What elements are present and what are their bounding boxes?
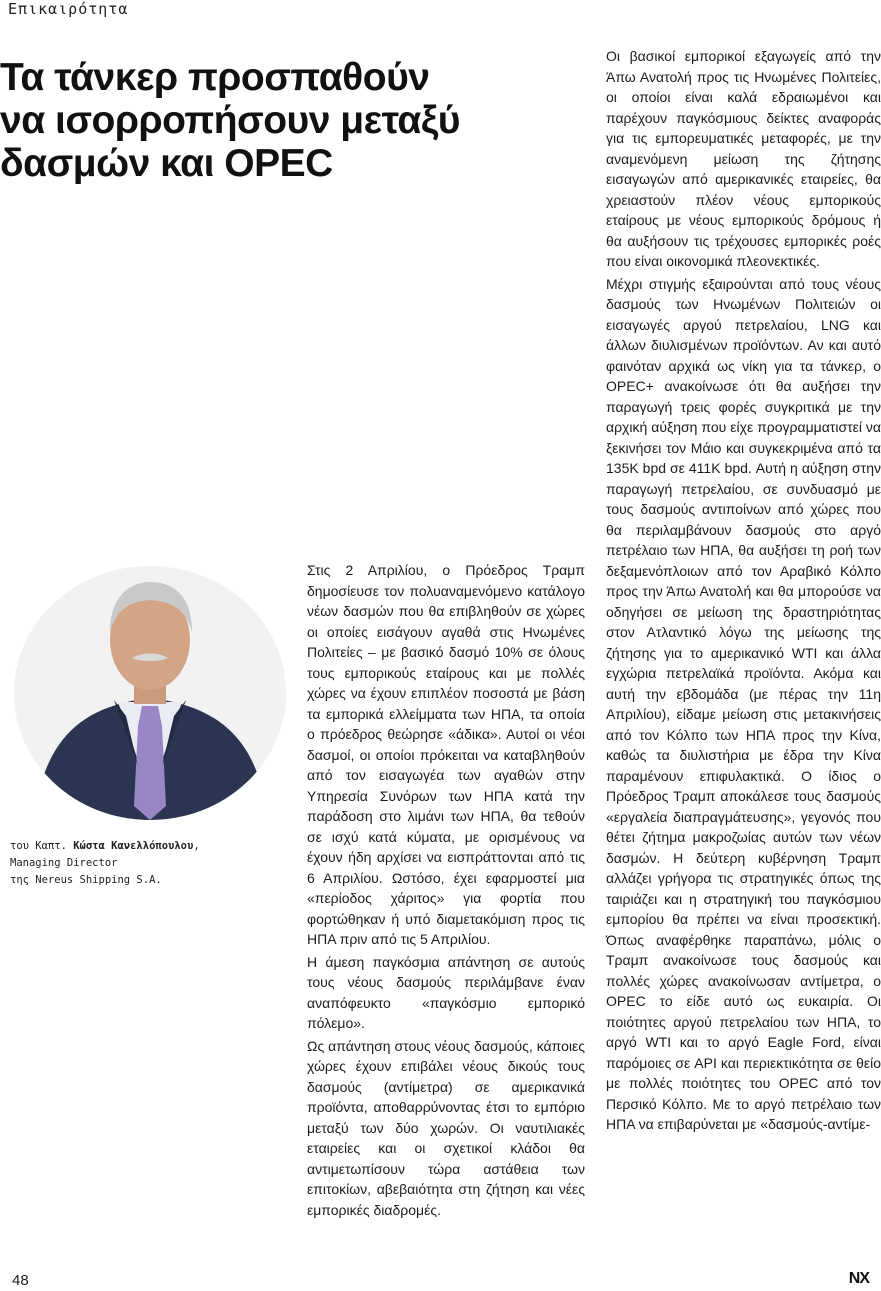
author-line xyxy=(10,838,250,855)
author-portrait xyxy=(14,566,286,820)
page-number: 48 xyxy=(12,1272,29,1289)
headline-line-3: δασμών και OPEC xyxy=(0,142,333,185)
article-headline xyxy=(0,56,560,185)
magazine-logo: NX xyxy=(848,1270,869,1287)
article-column-middle xyxy=(307,560,585,1222)
headline-line-2: να ισορροπήσουν μεταξύ xyxy=(0,99,460,142)
author-company: της Nereus Shipping S.A. xyxy=(10,874,162,886)
paragraph: Μέχρι στιγμής εξαιρούνται από τους νέους δασμούς των Ηνωμένων Πολιτειών οι εισαγωγές αργού πετρελαίου, LNG και άλλων διυλισμένων προϊόντων. Αν και αυτό φαινόταν αρχικά ως νίκη για τα τάνκερ, ο OPEC+ ανακοίνωσε ότι θα αυξήσει την παραγωγή τρεις φορές συγκριτικά με την αρχική αύξηση που είχε προγραμματιστεί να ξεκινήσει τον Μάιο και συγκεκριμένα από τα 135K bpd σε 411K bpd. Αυτή η αύξηση στην παραγωγή πετρελαίου, σε συνδυασμό με τους δασμούς αντιποίνων από χώρες που θα περιλαμβάνουν δασμούς στο αργό πετρέλαιο των ΗΠΑ, θα αυξήσει τη ροή των δεξαμενόπλοιων από τον Αραβικό Κόλπο προς την Άπω Ανατολή και θα μπορούσε να οδηγήσει σε μείωση της δραστηριότητας στον Ατλαντικό λόγω της μείωσης της ζήτησης για το αμερικανικό WTI και άλλα εγχώρια πετρελαϊκά προϊόντα. Ακόμα και αυτή την εβδομάδα (με πέρας την 11η Απριλίου), είδαμε μείωση στις μετακινήσεις από τον Κόλπο των ΗΠΑ προς την Κίνα, καθώς τα διυλιστήρια με έδρα την Κίνα παραμένουν επιφυλακτικά. Ο ίδιος ο Πρόεδρος Τραμπ αποκάλεσε τους δασμούς «εργαλεία διαπραγμάτευσης», γεγονός που θέτει ζήτημα μακροζωίας αυτών των νέων δασμών. Η δεύτερη κυβέρνηση Τραμπ αλλάζει γρήγορα τις στρατηγικές όπως της ταιριάζει και η στρατηγική του παγκόσμιου εμπορίου θα πρέπει να είναι προσεκτική. Όπως αναφέρθηκε παραπάνω, μόλις ο Τραμπ ανακοίνωσε τους δασμούς και πολλές χώρες ανακοίνωσαν αντίμετρα, ο OPEC το είδε αυτό ως ευκαιρία. Οι ποιότητες αργού πετρελαίου των ΗΠΑ, το αργό WTI και το αργό Eagle Ford, είναι παρόμοιες σε API και περιεκτικότητα σε θείο με πολλές ποιότητες του OPEC από τον Περσικό Κόλπο. Με το αργό πετρέλαιο των ΗΠΑ να επιβαρύνεται με «δασμούς-αντίμε- xyxy=(606,275,881,1132)
author-name: Κώστα Κανελλόπουλου xyxy=(73,840,194,852)
paragraph: Η άμεση παγκόσμια απάντηση σε αυτούς τους νέους δασμούς περιλάμβανε έναν αναπόφευκτο «παγκόσμιο εμπορικό πόλεμο». xyxy=(307,953,585,1031)
paragraph: Ως απάντηση στους νέους δασμούς, κάποιες χώρες έχουν επιβάλει νέους δικούς τους δασμούς (αντίμετρα) σε αμερικανικά προϊόντα, αποθαρρύνοντας έτσι το εμπόριο μεταξύ των δύο χωρών. Οι ναυτιλιακές εταιρείες και οι σχετικοί κλάδοι θα αντιμετωπίσουν τώρα αστάθεια των επιτοκίων, αβεβαιότητα στη ζήτηση και νέες εμπορικές διαδρομές. xyxy=(307,1037,585,1218)
section-label: Επικαιρότητα xyxy=(8,0,129,18)
headline-line-1: Τα τάνκερ προσπαθούν xyxy=(0,56,430,99)
author-suffix: , xyxy=(193,840,200,852)
author-prefix: του Καπτ. xyxy=(10,840,74,852)
paragraph: Οι βασικοί εμπορικοί εξαγωγείς από την Άπω Ανατολή προς τις Ηνωμένες Πολιτείες, οι οποίοι είναι καλά εδραιωμένοι και παρέχουν παγκόσμιους δείκτες αναφοράς για τις εμπορευματικές μεταφορές, με την αναμενόμενη μείωση της ζήτησης εισαγωγών από αμερικανικές εταιρείες, θα χρειαστούν πλέον νέους εμπορικούς εταίρους με νέους εμπορικούς δρόμους ή θα αυξήσουν τις τρέχουσες εμπορικές ροές που είναι οικονομικά πλεονεκτικές. xyxy=(606,48,881,269)
paragraph: Στις 2 Απριλίου, ο Πρόεδρος Τραμπ δημοσίευσε τον πολυαναμενόμενο κατάλογο νέων δασμών που θα επιβληθούν σε χώρες οι οποίες εισάγουν αγαθά στις Ηνωμένες Πολιτείες – με βασικό δασμό 10% σε όλους τους εμπορικούς εταίρους και με πολλές χώρες να έχουν επιπλέον ποσοστά με βάση τα εμπορικά ελλείμματα των ΗΠΑ, τα οποία ο πρόεδρος θεώρησε «άδικα». Αυτοί οι νέοι δασμοί, οι οποίοι πρόκειται να καταβληθούν από τον εισαγωγέα των αγαθών στην Υπηρεσία Συνόρων των ΗΠΑ κατά την παράδοση στο λιμάνι των ΗΠΑ, θα τεθούν σε ισχύ κατά κύματα, με ορισμένους να έχουν ήδη αρχίσει να εισπράττονται από τις 6 Απριλίου. Ωστόσο, έχει εφαρμοστεί μια «περίοδος χάριτος» για φορτία που φορτώθηκαν ή υπό διαμετακόμιση προς τις ΗΠΑ πριν από τις 5 Απριλίου. xyxy=(307,562,585,947)
author-portrait-illustration xyxy=(14,566,286,820)
author-caption xyxy=(10,838,250,889)
article-column-right xyxy=(606,46,881,1137)
author-role: Managing Director xyxy=(10,857,118,869)
